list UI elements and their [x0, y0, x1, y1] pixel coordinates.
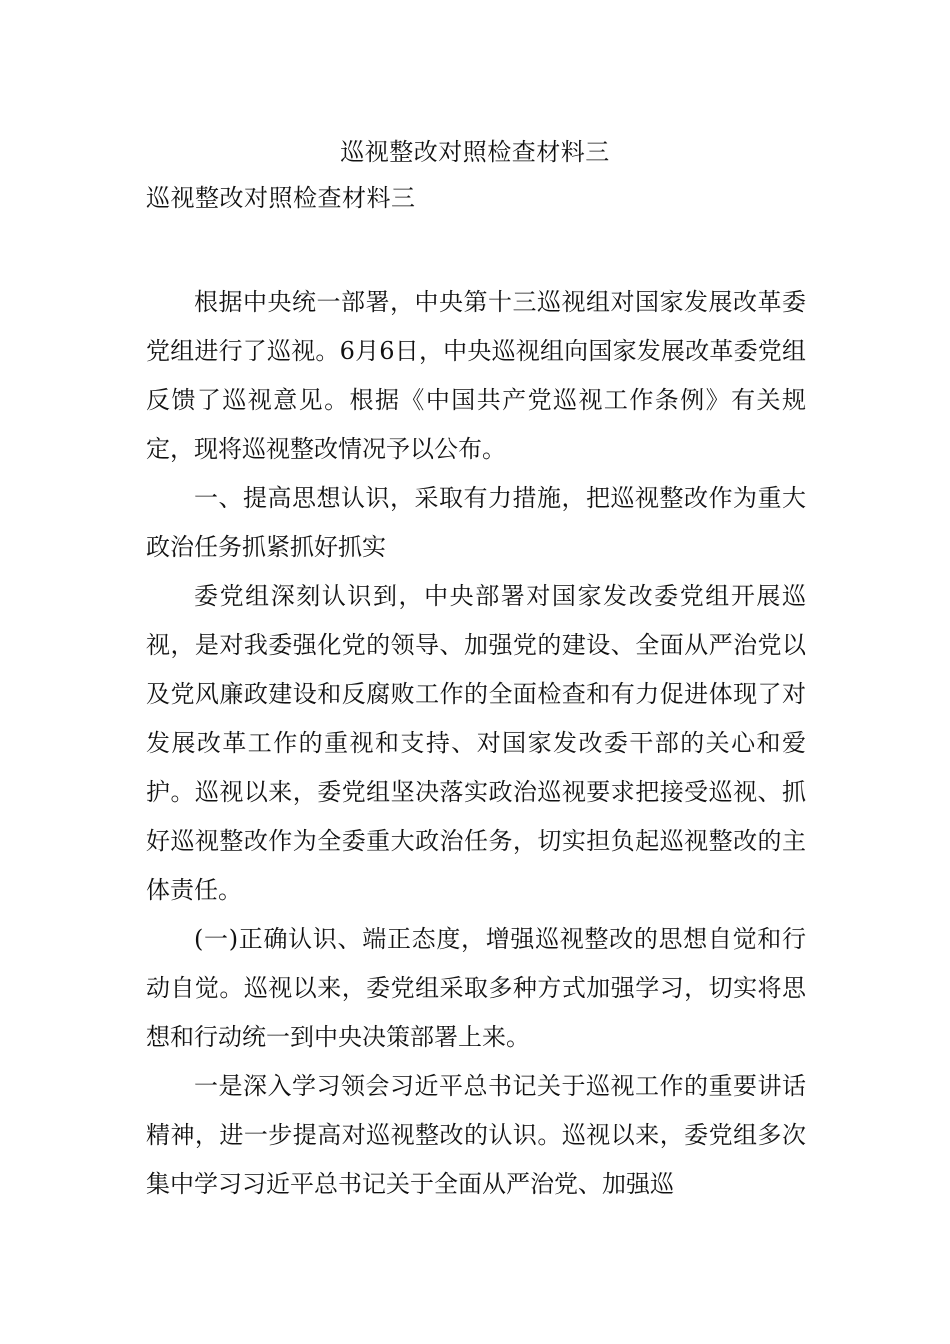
paragraph-subsection-1: (一)正确认识、端正态度，增强巡视整改的思想自觉和行动自觉。巡视以来，委党组采取多种方式加强学习，切实将思想和行动统一到中央决策部署上来。 [146, 925, 806, 1051]
paragraph-study: 一是深入学习领会习近平总书记关于巡视工作的重要讲话精神，进一步提高对巡视整改的认识。巡视以来，委党组多次集中学习习近平总书记关于全面从严治党、加强巡 [146, 1072, 806, 1198]
document-subtitle: 巡视整改对照检查材料三 [146, 184, 416, 212]
paragraph-intro: 根据中央统一部署，中央第十三巡视组对国家发展改革委党组进行了巡视。6月6日，中央巡视组向国家发展改革委党组反馈了巡视意见。根据《中国共产党巡视工作条例》有关规定，现将巡视整改情况予以公布。 [146, 288, 806, 463]
section-heading-1: 一、提高思想认识，采取有力措施，把巡视整改作为重大政治任务抓紧抓好抓实 [146, 484, 806, 561]
document-body [146, 278, 806, 1209]
document-title: 巡视整改对照检查材料三 [340, 138, 610, 166]
paragraph-party-group: 委党组深刻认识到，中央部署对国家发改委党组开展巡视，是对我委强化党的领导、加强党的建设、全面从严治党以及党风廉政建设和反腐败工作的全面检查和有力促进体现了对发展改革工作的重视和支持、对国家发改委干部的关心和爱护。巡视以来，委党组坚决落实政治巡视要求把接受巡视、抓好巡视整改作为全委重大政治任务，切实担负起巡视整改的主体责任。 [146, 582, 806, 904]
